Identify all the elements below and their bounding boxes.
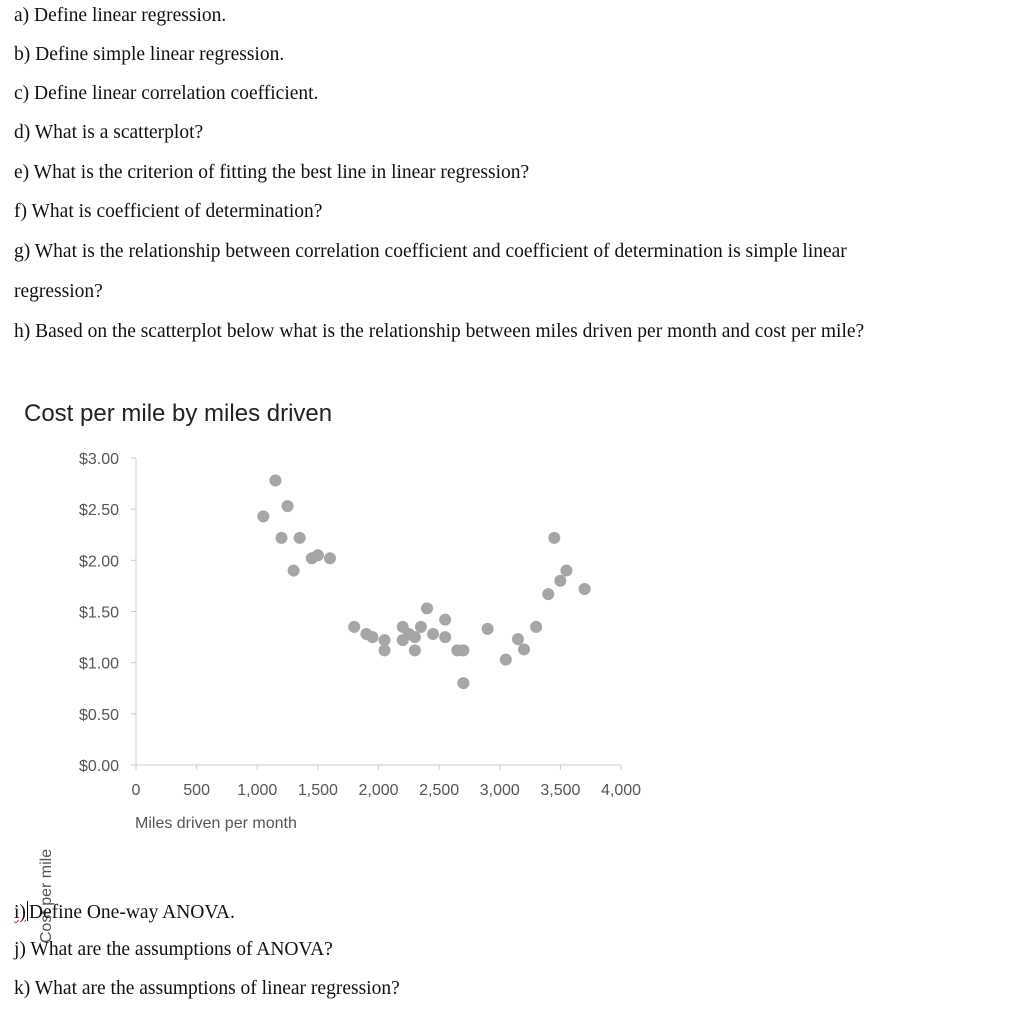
x-tick-label: 2,500 [419,782,460,799]
data-points [257,475,590,690]
data-point [379,634,391,646]
data-point [409,631,421,643]
data-point [269,475,281,487]
data-point [512,633,524,645]
data-point [439,631,451,643]
data-point [439,614,451,626]
y-tick-label: $0.00 [78,758,119,775]
y-axis-label: Cost per mile [38,848,55,944]
question-line: b) Define simple linear regression. [14,44,285,65]
question-line: h) Based on the scatterplot below what is the relationship between miles driven per month and cost per mile? [14,321,865,342]
x-tick-label: 3,000 [479,782,520,799]
question-i [14,901,235,923]
question-line: d) What is a scatterplot? [14,122,204,143]
question-line: f) What is coefficient of determination? [14,201,323,222]
data-point [554,575,566,587]
data-point [324,552,336,564]
data-point [548,532,560,544]
data-point [397,634,409,646]
question-line: k) What are the assumptions of linear regression? [14,978,400,999]
data-point [282,500,294,512]
y-tick-label: $0.50 [78,706,119,724]
question-line: c) Define linear correlation coefficient. [14,83,319,104]
data-point [379,644,391,656]
data-point [421,602,433,614]
data-point [366,631,378,643]
y-tick-label: $1.50 [78,604,119,622]
question-i-text: Define One-way ANOVA. [28,902,235,923]
question-line: e) What is the criterion of fitting the best line in linear regression? [14,162,530,183]
question-line: g) What is the relationship between correlation coefficient and coefficient of determination is simple linear [14,241,847,262]
data-point [288,565,300,577]
x-tick-label: 1,500 [297,782,338,799]
x-tick-label: 4,000 [600,782,642,799]
question-line: j) What are the assumptions of ANOVA? [14,939,333,960]
question-line: a) Define linear regression. [14,5,227,26]
chart-title: Cost per mile by miles driven [24,400,333,427]
x-tick-label: 500 [183,782,210,799]
data-point [276,532,288,544]
question-line: regression? [14,281,103,302]
data-point [457,644,469,656]
data-point [482,623,494,635]
data-point [415,621,427,633]
question-i-prefix: i) [14,902,26,923]
x-axis-label: Miles driven per month [135,815,297,832]
data-point [579,583,591,595]
data-point [530,621,542,633]
data-point [542,588,554,600]
data-point [500,654,512,666]
data-point [457,677,469,689]
data-point [518,643,530,655]
x-tick-label: 3,500 [540,782,581,799]
data-point [348,621,360,633]
data-point [312,549,324,561]
y-tick-label: $2.50 [78,502,119,520]
text-cursor [27,901,28,921]
y-tick-label: $1.00 [78,655,119,673]
y-axis [79,451,136,775]
data-point [294,532,306,544]
x-tick-label: 0 [131,782,141,799]
y-tick-label: $3.00 [78,451,119,468]
data-point [560,565,572,577]
y-tick-label: $2.00 [78,553,119,571]
x-axis [132,765,642,799]
x-tick-label: 2,000 [358,782,399,799]
data-point [257,510,269,522]
data-point [409,644,421,656]
data-point [427,628,439,640]
x-tick-label: 1,000 [237,782,278,799]
